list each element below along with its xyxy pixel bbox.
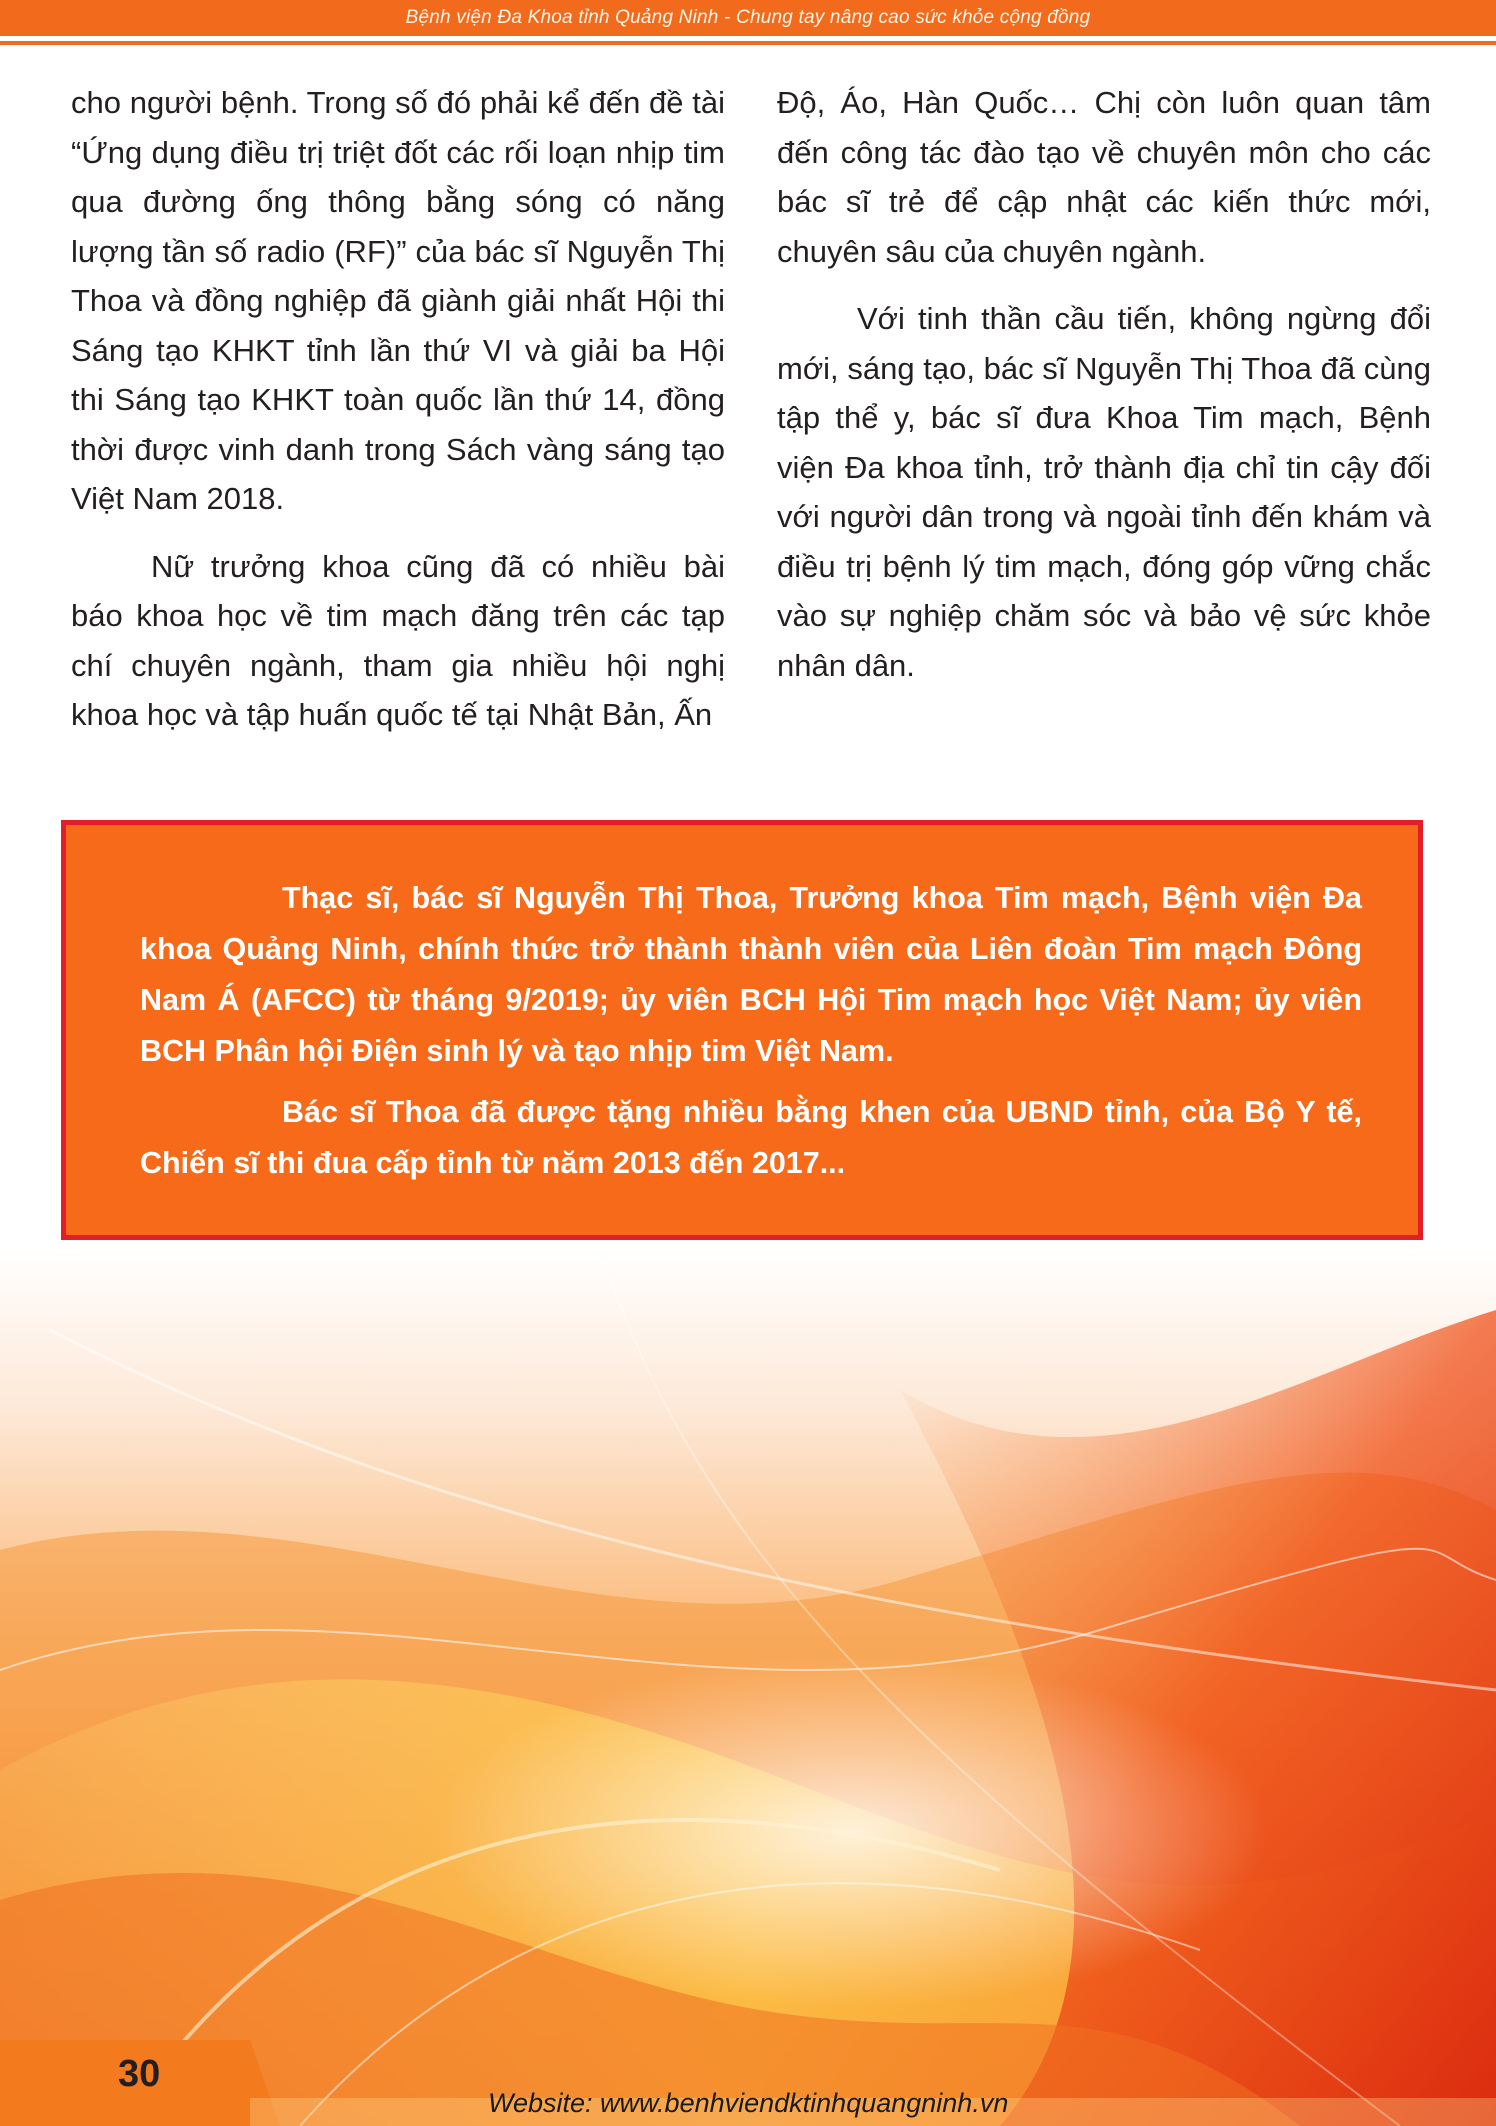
left-paragraph-2: Nữ trưởng khoa cũng đã có nhiều bài báo khoa học về tim mạch đăng trên các tạp chí chuyên ngành, tham gia nhiều hội nghị khoa học và tập huấn quốc tế tại Nhật Bản, Ấn xyxy=(71,548,725,732)
highlight-callout-box xyxy=(61,820,1423,1240)
page-number: 30 xyxy=(118,2053,161,2095)
right-paragraph-1: Độ, Áo, Hàn Quốc… Chị còn luôn quan tâm đến công tác đào tạo về chuyên môn cho các bác sĩ trẻ để cập nhật các kiến thức mới, chuyên sâu của chuyên ngành. xyxy=(777,85,1431,269)
right-column xyxy=(777,78,1431,708)
running-header: Bệnh viện Đa Khoa tỉnh Quảng Ninh - Chung tay nâng cao sức khỏe cộng đồng xyxy=(405,7,1091,28)
left-column xyxy=(71,78,725,758)
header-rule xyxy=(0,41,1496,45)
callout-paragraph-1: Thạc sĩ, bác sĩ Nguyễn Thị Thoa, Trưởng khoa Tim mạch, Bệnh viện Đa khoa Quảng Ninh, chính thức trở thành thành viên của Liên đoàn Tim mạch Đông Nam Á (AFCC) từ tháng 9/2019; ủy viên BCH Hội Tim mạch học Việt Nam; ủy viên BCH Phân hội Điện sinh lý và tạo nhịp tim Việt Nam. xyxy=(140,881,1362,1068)
right-paragraph-2: Với tinh thần cầu tiến, không ngừng đổi mới, sáng tạo, bác sĩ Nguyễn Thị Thoa đã cùng tập thể y, bác sĩ đưa Khoa Tim mạch, Bệnh viện Đa khoa tỉnh, trở thành địa chỉ tin cậy đối với người dân trong và ngoài tỉnh đến khám và điều trị bệnh lý tim mạch, đóng góp vững chắc vào sự nghiệp chăm sóc và bảo vệ sức khỏe nhân dân. xyxy=(777,301,1431,683)
callout-paragraph-2: Bác sĩ Thoa đã được tặng nhiều bằng khen của UBND tỉnh, của Bộ Y tế, Chiến sĩ thi đua cấp tỉnh từ năm 2013 đến 2017... xyxy=(140,1095,1362,1180)
left-paragraph-1: cho người bệnh. Trong số đó phải kể đến đề tài “Ứng dụng điều trị triệt đốt các rối loạn nhịp tim qua đường ống thông bằng sóng có năng lượng tần số radio (RF)” của bác sĩ Nguyễn Thị Thoa và đồng nghiệp đã giành giải nhất Hội thi Sáng tạo KHKT tỉnh lần thứ VI và giải ba Hội thi Sáng tạo KHKT toàn quốc lần thứ 14, đồng thời được vinh danh trong Sách vàng sáng tạo Việt Nam 2018. xyxy=(71,85,725,516)
decorative-wave-background xyxy=(0,1250,1496,2126)
footer-website: Website: www.benhviendktinhquangninh.vn xyxy=(488,2088,1009,2118)
